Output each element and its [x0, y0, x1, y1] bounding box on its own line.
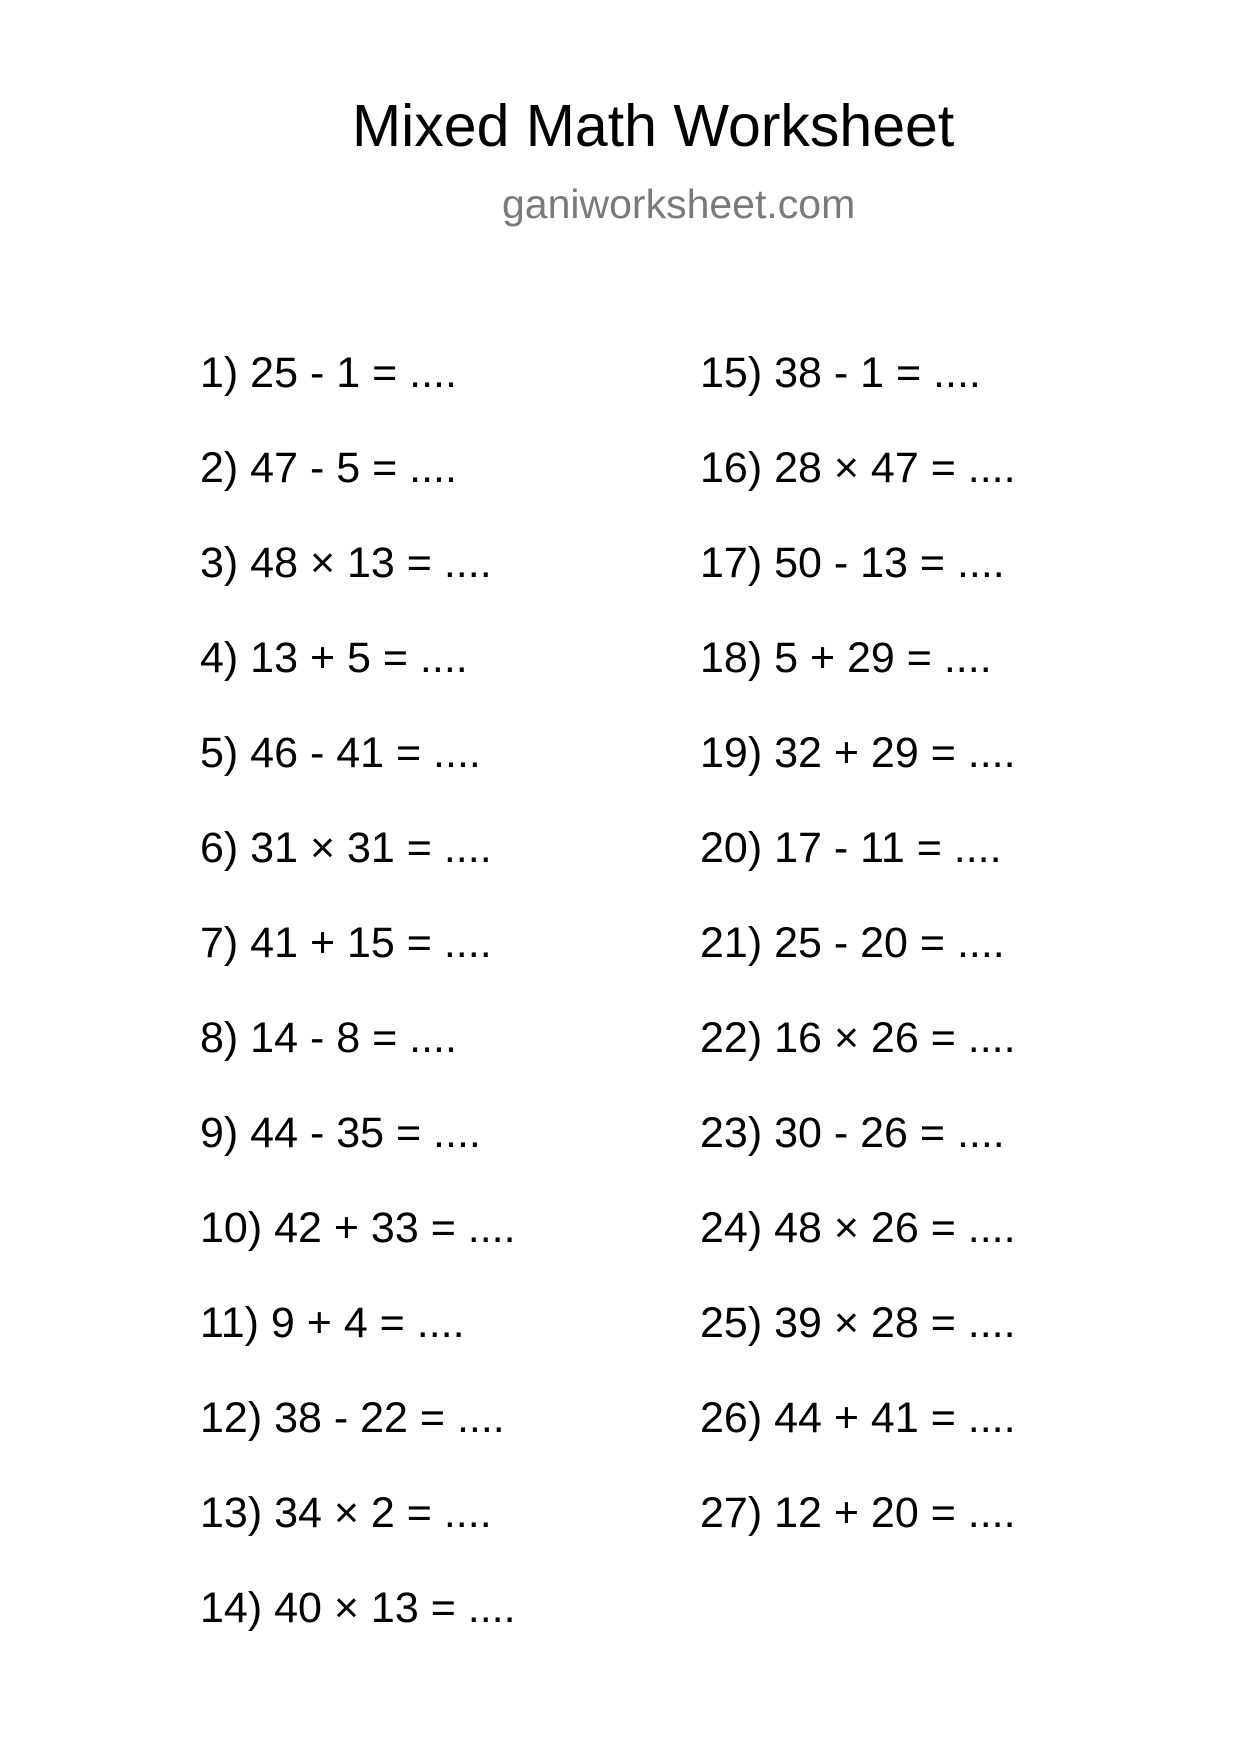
problem-item: 24) 48 × 26 = .... [700, 1204, 1016, 1252]
worksheet-source: ganiworksheet.com [502, 181, 856, 227]
problem-item: 17) 50 - 13 = .... [700, 539, 1005, 587]
problem-item: 12) 38 - 22 = .... [200, 1394, 505, 1442]
problem-item: 15) 38 - 1 = .... [700, 349, 981, 397]
problem-item: 13) 34 × 2 = .... [200, 1489, 492, 1537]
problem-item: 3) 48 × 13 = .... [200, 539, 492, 587]
problem-item: 1) 25 - 1 = .... [200, 349, 457, 397]
problem-item: 11) 9 + 4 = .... [200, 1299, 465, 1347]
problem-item: 2) 47 - 5 = .... [200, 444, 457, 492]
problem-item: 4) 13 + 5 = .... [200, 634, 468, 682]
problem-item: 22) 16 × 26 = .... [700, 1014, 1016, 1062]
problem-item: 25) 39 × 28 = .... [700, 1299, 1016, 1347]
problem-item: 23) 30 - 26 = .... [700, 1109, 1005, 1157]
problem-item: 9) 44 - 35 = .... [200, 1109, 481, 1157]
problem-item: 21) 25 - 20 = .... [700, 919, 1005, 967]
problem-item: 8) 14 - 8 = .... [200, 1014, 457, 1062]
problem-item: 26) 44 + 41 = .... [700, 1394, 1016, 1442]
problem-item: 20) 17 - 11 = .... [700, 824, 1002, 872]
problem-item: 18) 5 + 29 = .... [700, 634, 992, 682]
problem-item: 14) 40 × 13 = .... [200, 1584, 516, 1632]
problem-item: 6) 31 × 31 = .... [200, 824, 492, 872]
problem-item: 19) 32 + 29 = .... [700, 729, 1016, 777]
problem-column-left [200, 349, 760, 1682]
problem-item: 7) 41 + 15 = .... [200, 919, 492, 967]
problem-item: 10) 42 + 33 = .... [200, 1204, 516, 1252]
problem-item: 16) 28 × 47 = .... [700, 444, 1016, 492]
worksheet-title: Mixed Math Worksheet [352, 93, 955, 159]
problem-column-right [700, 349, 1240, 1587]
problem-item: 27) 12 + 20 = .... [700, 1489, 1016, 1537]
problem-item: 5) 46 - 41 = .... [200, 729, 481, 777]
